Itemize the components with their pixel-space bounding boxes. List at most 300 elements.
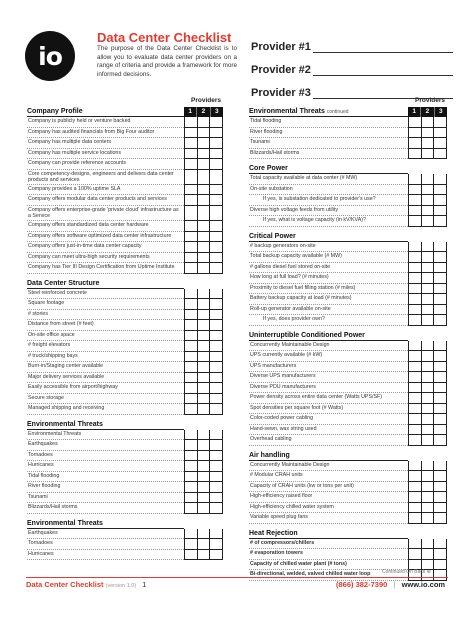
provider-check-cell[interactable] (185, 331, 197, 341)
provider-check-cell[interactable] (421, 294, 434, 304)
provider-check-cell[interactable] (209, 170, 222, 184)
provider-check-cell[interactable] (185, 503, 197, 513)
provider-check-cell[interactable] (197, 310, 210, 320)
provider-check-cell[interactable] (409, 138, 421, 148)
provider-check-cell[interactable] (185, 461, 197, 471)
provider-check-cell[interactable] (185, 539, 197, 549)
provider-check-cells (408, 305, 447, 316)
provider-number: 2 (196, 107, 209, 117)
provider-check-cell[interactable] (185, 117, 197, 127)
provider-check-cell[interactable] (209, 394, 222, 404)
provider-check-cell[interactable] (433, 242, 446, 252)
section-title-text: Environmental Threats (27, 519, 103, 527)
provider-check-cell[interactable] (433, 461, 446, 471)
provider-check-cell[interactable] (421, 513, 434, 523)
provider-check-cell[interactable] (197, 373, 210, 383)
provider-check-cell[interactable] (197, 159, 210, 169)
provider-number-header (408, 451, 447, 461)
provider-check-cell[interactable] (421, 185, 434, 195)
provider-check-cell[interactable] (197, 299, 210, 309)
provider-check-cell[interactable] (197, 503, 210, 513)
section-title (27, 420, 184, 430)
provider-check-cell[interactable] (185, 430, 197, 440)
provider-check-cell[interactable] (185, 232, 197, 242)
provider-check-cell[interactable] (433, 294, 446, 304)
provider-check-cell[interactable] (433, 492, 446, 502)
provider-check-cell[interactable] (421, 174, 434, 184)
provider-check-cell[interactable] (409, 117, 421, 127)
provider-check-cell[interactable] (409, 461, 421, 471)
provider-check-cell[interactable] (421, 195, 434, 205)
provider-check-cell[interactable] (209, 493, 222, 503)
provider-check-cell[interactable] (409, 539, 421, 549)
provider-check-cell[interactable] (209, 232, 222, 242)
provider-check-cell[interactable] (409, 435, 421, 445)
provider-check-cell[interactable] (209, 482, 222, 492)
provider-check-cell[interactable] (409, 513, 421, 523)
checklist-row (249, 549, 447, 560)
footer-url[interactable]: www.io.com (401, 580, 446, 589)
provider-check-cell[interactable] (185, 195, 197, 205)
provider-check-cell[interactable] (209, 461, 222, 471)
provider-check-cells (408, 414, 447, 425)
provider-check-cell[interactable] (185, 451, 197, 461)
provider-check-cells (408, 273, 447, 284)
provider-check-cell[interactable] (433, 513, 446, 523)
provider-check-cell[interactable] (421, 315, 434, 325)
provider-check-cell[interactable] (433, 539, 446, 549)
provider-check-cell[interactable] (197, 320, 210, 330)
provider-check-cell[interactable] (409, 471, 421, 481)
provider-check-cell[interactable] (185, 128, 197, 138)
provider-check-cell[interactable] (185, 482, 197, 492)
provider-check-cells (184, 128, 223, 139)
provider-check-cell[interactable] (209, 263, 222, 273)
provider-check-cell[interactable] (209, 430, 222, 440)
provider-check-cells (408, 482, 447, 493)
provider-check-cell[interactable] (421, 383, 434, 393)
footer-contact (336, 580, 445, 589)
provider-check-cell[interactable] (185, 159, 197, 169)
checklist-criterion: Hurricanes (27, 461, 184, 472)
provider-check-cell[interactable] (433, 372, 446, 382)
provider-check-cell[interactable] (185, 383, 197, 393)
provider-number: 3 (210, 107, 223, 117)
checklist-section (249, 107, 447, 159)
provider-check-cell[interactable] (421, 471, 434, 481)
provider-check-cell[interactable] (197, 362, 210, 372)
checklist-row (249, 185, 447, 196)
provider-check-cell[interactable] (197, 482, 210, 492)
section-title-text: Heat Rejection (249, 529, 298, 537)
checklist-row (27, 529, 223, 540)
provider-check-cell[interactable] (209, 242, 222, 252)
provider-check-cell[interactable] (409, 284, 421, 294)
provider-check-cell[interactable] (209, 320, 222, 330)
provider-check-cell[interactable] (409, 216, 421, 226)
provider-check-cell[interactable] (197, 253, 210, 263)
provider-check-cell[interactable] (197, 170, 210, 184)
provider-check-cell[interactable] (185, 440, 197, 450)
provider-check-cell[interactable] (209, 299, 222, 309)
checklist-row (249, 383, 447, 394)
provider-check-cell[interactable] (209, 138, 222, 148)
checklist-criterion: # of compressors/chillers (249, 539, 408, 550)
checklist-criterion: Square footage (27, 299, 184, 310)
checklist-row (249, 216, 447, 227)
provider-check-cell[interactable] (209, 341, 222, 351)
provider-check-cell[interactable] (209, 550, 222, 560)
checklist-row (27, 170, 223, 185)
provider-check-cell[interactable] (409, 242, 421, 252)
provider-check-cell[interactable] (421, 404, 434, 414)
provider-check-cell[interactable] (209, 117, 222, 127)
provider-check-cells (184, 529, 223, 540)
checklist-row (249, 242, 447, 253)
provider-check-cell[interactable] (409, 263, 421, 273)
checklist-criterion: Capacity of chilled water plant (# tons) (249, 560, 408, 571)
provider-check-cell[interactable] (209, 440, 222, 450)
provider-check-cell[interactable] (185, 362, 197, 372)
provider-check-cells (408, 174, 447, 185)
provider-check-cell[interactable] (421, 341, 434, 351)
provider-check-cells (184, 539, 223, 550)
provider-check-cell[interactable] (185, 394, 197, 404)
provider-check-cell[interactable] (433, 341, 446, 351)
provider-check-cell[interactable] (433, 174, 446, 184)
provider-check-cell[interactable] (421, 351, 434, 361)
provider-check-cell[interactable] (209, 221, 222, 231)
provider-check-cell[interactable] (209, 404, 222, 414)
provider-check-cell[interactable] (185, 185, 197, 195)
provider-check-cell[interactable] (209, 373, 222, 383)
provider-check-cell[interactable] (433, 393, 446, 403)
provider-check-cell[interactable] (209, 310, 222, 320)
provider-check-cell[interactable] (197, 206, 210, 220)
checklist-row (27, 232, 223, 243)
provider-check-cell[interactable] (197, 451, 210, 461)
checklist-row (249, 492, 447, 503)
checklist-row (27, 128, 223, 139)
provider-check-cell[interactable] (433, 206, 446, 216)
provider-check-cell[interactable] (433, 138, 446, 148)
checklist-section (249, 164, 447, 227)
provider-check-cell[interactable] (409, 149, 421, 159)
provider-check-cell[interactable] (433, 351, 446, 361)
checklist-criterion: If yes, what is voltage capacity (in kV/KVA)? (249, 216, 408, 227)
checklist-row (27, 341, 223, 352)
provider-check-cells (408, 128, 447, 139)
provider-check-cell[interactable] (433, 425, 446, 435)
provider-check-cell[interactable] (409, 362, 421, 372)
provider-check-cell[interactable] (185, 352, 197, 362)
provider-check-cell[interactable] (209, 472, 222, 482)
provider-check-cell[interactable] (433, 414, 446, 424)
provider-check-cell[interactable] (433, 560, 446, 570)
provider-3-label: Provider #3 (251, 87, 311, 99)
provider-check-cell[interactable] (421, 149, 434, 159)
provider-check-cell[interactable] (185, 149, 197, 159)
provider-check-cell[interactable] (433, 284, 446, 294)
provider-check-cell[interactable] (209, 289, 222, 299)
provider-check-cell[interactable] (421, 492, 434, 502)
section-continued-note: continued (326, 109, 349, 115)
provider-check-cell[interactable] (185, 373, 197, 383)
provider-check-cell[interactable] (409, 351, 421, 361)
provider-check-cell[interactable] (209, 331, 222, 341)
provider-check-cell[interactable] (421, 435, 434, 445)
checklist-criterion: Tornadoes (27, 451, 184, 462)
provider-check-cell[interactable] (209, 128, 222, 138)
provider-2-blank[interactable] (313, 64, 453, 76)
checklist-criterion: Company offers just-in-time data center capacity (27, 242, 184, 253)
provider-check-cell[interactable] (421, 284, 434, 294)
checklist-criterion: Color-coded power cabling (249, 414, 408, 425)
provider-check-cells (184, 440, 223, 451)
provider-check-cell[interactable] (433, 252, 446, 262)
provider-check-cell[interactable] (409, 128, 421, 138)
provider-check-cell[interactable] (209, 253, 222, 263)
checklist-row (249, 425, 447, 436)
provider-check-cell[interactable] (209, 451, 222, 461)
provider-check-cell[interactable] (421, 273, 434, 283)
provider-check-cell[interactable] (197, 341, 210, 351)
provider-check-cell[interactable] (197, 383, 210, 393)
provider-check-cell[interactable] (197, 430, 210, 440)
provider-check-cell[interactable] (209, 159, 222, 169)
provider-check-cell[interactable] (185, 404, 197, 414)
provider-check-cell[interactable] (185, 310, 197, 320)
provider-check-cell[interactable] (433, 482, 446, 492)
provider-check-cell[interactable] (421, 503, 434, 513)
checklist-criterion: Company provides a 100% uptime SLA (27, 185, 184, 196)
provider-check-cell[interactable] (197, 352, 210, 362)
provider-check-cell[interactable] (197, 263, 210, 273)
provider-check-cell[interactable] (197, 117, 210, 127)
provider-check-cell[interactable] (433, 549, 446, 559)
provider-check-cell[interactable] (197, 493, 210, 503)
provider-check-cell[interactable] (209, 206, 222, 220)
checklist-criterion: Total backup capacity available (# MW) (249, 252, 408, 263)
provider-check-cell[interactable] (197, 149, 210, 159)
provider-check-cell[interactable] (209, 503, 222, 513)
provider-check-cell[interactable] (185, 263, 197, 273)
provider-number-header (408, 232, 447, 242)
provider-check-cell[interactable] (197, 331, 210, 341)
provider-check-cell[interactable] (421, 461, 434, 471)
provider-check-cell[interactable] (433, 216, 446, 226)
provider-check-cell[interactable] (421, 117, 434, 127)
provider-check-cells (184, 117, 223, 128)
provider-check-cell[interactable] (209, 539, 222, 549)
provider-check-cells (408, 404, 447, 415)
checklist-section (27, 420, 223, 514)
provider-check-cell[interactable] (421, 263, 434, 273)
checklist-criterion: Power density across entire data center (Watts UPS/SF) (249, 393, 408, 404)
provider-check-cell[interactable] (409, 492, 421, 502)
provider-check-cell[interactable] (197, 539, 210, 549)
section-header (249, 451, 447, 461)
provider-check-cell[interactable] (197, 404, 210, 414)
provider-check-cell[interactable] (421, 425, 434, 435)
provider-check-cell[interactable] (421, 138, 434, 148)
provider-check-cells (184, 472, 223, 483)
provider-check-cell[interactable] (421, 549, 434, 559)
provider-check-cell[interactable] (197, 242, 210, 252)
provider-check-cell[interactable] (409, 305, 421, 315)
checklist-row (27, 310, 223, 321)
provider-check-cell[interactable] (433, 185, 446, 195)
checklist-row (27, 253, 223, 264)
provider-check-cell[interactable] (433, 570, 446, 580)
provider-check-cell[interactable] (421, 560, 434, 570)
provider-check-cell[interactable] (185, 320, 197, 330)
provider-check-cell[interactable] (197, 440, 210, 450)
provider-check-cell[interactable] (185, 221, 197, 231)
checklist-criterion: Secure storage (27, 394, 184, 405)
provider-check-cell[interactable] (197, 461, 210, 471)
provider-check-cell[interactable] (409, 341, 421, 351)
checklist-criterion: Earthquakes (27, 440, 184, 451)
provider-check-cell[interactable] (409, 560, 421, 570)
provider-check-cell[interactable] (209, 352, 222, 362)
provider-check-cell[interactable] (185, 289, 197, 299)
provider-check-cell[interactable] (409, 372, 421, 382)
checklist-criterion: # evaporation towers (249, 549, 408, 560)
provider-check-cell[interactable] (421, 128, 434, 138)
provider-check-cell[interactable] (433, 315, 446, 325)
provider-check-cell[interactable] (185, 472, 197, 482)
provider-check-cell[interactable] (433, 503, 446, 513)
provider-check-cell[interactable] (421, 539, 434, 549)
provider-check-cell[interactable] (409, 503, 421, 513)
provider-check-cell[interactable] (433, 195, 446, 205)
provider-check-cells (184, 482, 223, 493)
provider-check-cell[interactable] (197, 472, 210, 482)
checklist-row (249, 482, 447, 493)
section-header (27, 107, 223, 117)
provider-check-cell[interactable] (421, 305, 434, 315)
checklist-criterion: On-site substation (249, 185, 408, 196)
provider-check-cell[interactable] (185, 242, 197, 252)
provider-check-cell[interactable] (409, 383, 421, 393)
provider-check-cell[interactable] (433, 404, 446, 414)
provider-check-cell[interactable] (409, 549, 421, 559)
provider-check-cell[interactable] (409, 425, 421, 435)
provider-check-cell[interactable] (433, 471, 446, 481)
provider-check-cell[interactable] (209, 383, 222, 393)
provider-check-cell[interactable] (185, 299, 197, 309)
provider-check-cell[interactable] (409, 414, 421, 424)
section-title (249, 451, 408, 461)
provider-check-cell[interactable] (185, 341, 197, 351)
checklist-criterion: High-efficiency chilled water system (249, 503, 408, 514)
provider-check-cells (184, 159, 223, 170)
provider-check-cell[interactable] (421, 206, 434, 216)
provider-check-cell[interactable] (185, 253, 197, 263)
provider-check-cell[interactable] (409, 482, 421, 492)
provider-check-cell[interactable] (185, 170, 197, 184)
provider-check-cell[interactable] (209, 149, 222, 159)
provider-check-cell[interactable] (185, 529, 197, 539)
provider-check-cell[interactable] (185, 550, 197, 560)
page-title: Data Center Checklist (97, 30, 232, 45)
provider-check-cell[interactable] (433, 362, 446, 372)
provider-check-cell[interactable] (185, 138, 197, 148)
checklist-criterion: Environmental Threats (27, 430, 184, 441)
checklist-criterion: Hurricanes (27, 550, 184, 561)
provider-check-cell[interactable] (421, 482, 434, 492)
provider-check-cell[interactable] (197, 232, 210, 242)
provider-check-cell[interactable] (421, 362, 434, 372)
provider-check-cell[interactable] (197, 138, 210, 148)
provider-check-cell[interactable] (433, 149, 446, 159)
provider-check-cell[interactable] (433, 128, 446, 138)
provider-check-cell[interactable] (197, 185, 210, 195)
provider-check-cell[interactable] (197, 195, 210, 205)
provider-check-cells (184, 493, 223, 504)
provider-check-cell[interactable] (209, 195, 222, 205)
provider-check-cell[interactable] (197, 550, 210, 560)
provider-check-cell[interactable] (409, 185, 421, 195)
provider-check-cell[interactable] (209, 529, 222, 539)
provider-check-cell[interactable] (433, 383, 446, 393)
footer-version: (version 1.0) (105, 583, 137, 589)
provider-check-cell[interactable] (409, 195, 421, 205)
section-title (249, 529, 408, 539)
provider-check-cell[interactable] (433, 117, 446, 127)
provider-check-cell[interactable] (185, 206, 197, 220)
checklist-row (27, 430, 223, 441)
checklist-criterion: Tidal flooding (249, 117, 408, 128)
provider-check-cell[interactable] (209, 185, 222, 195)
provider-check-cell[interactable] (421, 252, 434, 262)
provider-check-cell[interactable] (421, 414, 434, 424)
provider-check-cell[interactable] (409, 206, 421, 216)
provider-check-cell[interactable] (433, 263, 446, 273)
provider-check-cell[interactable] (409, 393, 421, 403)
provider-check-cell[interactable] (197, 394, 210, 404)
checklist-row (27, 242, 223, 253)
provider-check-cell[interactable] (433, 435, 446, 445)
section-title-text: Data Center Structure (27, 279, 100, 287)
provider-check-cells (184, 299, 223, 310)
provider-check-cell[interactable] (409, 252, 421, 262)
provider-check-cell[interactable] (197, 221, 210, 231)
provider-check-cell[interactable] (409, 315, 421, 325)
provider-check-cell[interactable] (197, 289, 210, 299)
provider-check-cell[interactable] (433, 305, 446, 315)
provider-check-cell[interactable] (197, 128, 210, 138)
provider-number: 2 (420, 107, 433, 117)
provider-1-blank[interactable] (313, 41, 453, 53)
provider-check-cell[interactable] (185, 493, 197, 503)
provider-check-cell[interactable] (421, 393, 434, 403)
provider-check-cell[interactable] (209, 362, 222, 372)
provider-check-cell[interactable] (197, 529, 210, 539)
provider-check-cell[interactable] (409, 404, 421, 414)
provider-check-cell[interactable] (421, 242, 434, 252)
checklist-criterion: Diverse PDU manufacturers (249, 383, 408, 394)
provider-check-cell[interactable] (421, 372, 434, 382)
provider-check-cell[interactable] (433, 273, 446, 283)
provider-check-cell[interactable] (409, 294, 421, 304)
checklist-criterion: Burn-in/Staging center available (27, 362, 184, 373)
section-header (249, 232, 447, 242)
provider-check-cell[interactable] (421, 216, 434, 226)
provider-check-cell[interactable] (409, 273, 421, 283)
provider-check-cell[interactable] (409, 174, 421, 184)
